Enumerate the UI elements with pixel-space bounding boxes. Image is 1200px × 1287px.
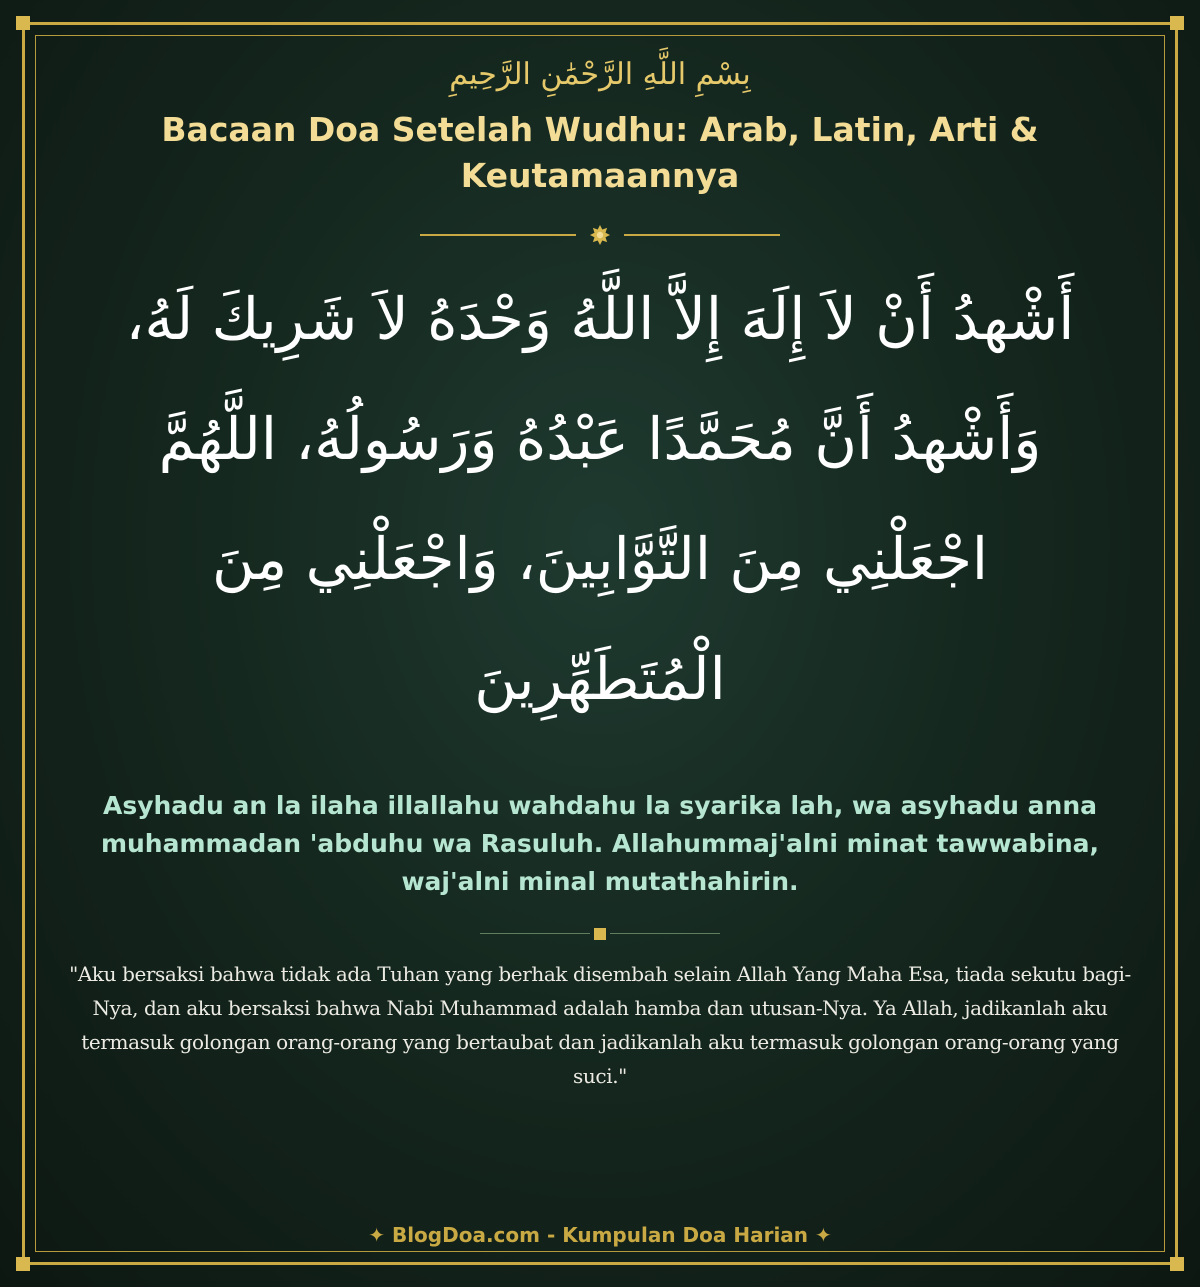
divider-line-right bbox=[624, 234, 780, 236]
corner-ornament-top-right bbox=[1170, 16, 1184, 30]
divider-line-left bbox=[420, 234, 576, 236]
eight-point-star-icon bbox=[590, 225, 610, 245]
basmala: بِسْمِ اللَّهِ الرَّحْمَٰنِ الرَّحِيمِ bbox=[449, 57, 751, 92]
divider-line-right bbox=[610, 933, 720, 934]
arabic-prayer-text: أَشْهدُ أَنْ لاَ إِلَهَ إِلاَّ اللَّهُ وَحْدَهُ لاَ شَرِيكَ لَهُ، وَأَشْهدُ أَنَّ مُحَمَّدًا عَبْدُهُ وَرَسُولُهُ، اللَّهُمَّ اجْعَلْنِي مِنَ التَّوَّابِينَ، وَاجْعَلْنِي مِنَ الْمُتَطَهِّرِينَ bbox=[125, 285, 1075, 713]
corner-ornament-bottom-left bbox=[16, 1257, 30, 1271]
corner-ornament-bottom-right bbox=[1170, 1257, 1184, 1271]
divider-line-left bbox=[480, 933, 590, 934]
indonesian-translation: "Aku bersaksi bahwa tidak ada Tuhan yang berhak disembah selain Allah Yang Maha Esa, tiada sekutu bagi-Nya, dan aku bersaksi bahwa Nabi Muhammad adalah hamba dan utusan-Nya. Ya Allah, jadikanlah aku termasuk golongan orang-orang yang bertaubat dan jadikanlah aku termasuk golongan orang-orang yang suci." bbox=[69, 962, 1131, 1088]
diamond-icon bbox=[594, 928, 606, 940]
footer-credit: ✦ BlogDoa.com - Kumpulan Doa Harian ✦ bbox=[368, 1223, 832, 1247]
latin-transliteration: Asyhadu an la ilaha illallahu wahdahu la syarika lah, wa asyhadu anna muhammadan 'abduhu wa Rasuluh. Allahummaj'alni minat tawwabina, waj'alni minal mutathahirin. bbox=[100, 791, 1100, 896]
page-title: Bacaan Doa Setelah Wudhu: Arab, Latin, Arti & Keutamaannya bbox=[161, 110, 1039, 195]
corner-ornament-top-left bbox=[16, 16, 30, 30]
ornament-divider bbox=[420, 225, 780, 245]
section-divider bbox=[480, 923, 720, 943]
main-content bbox=[60, 45, 1140, 1093]
